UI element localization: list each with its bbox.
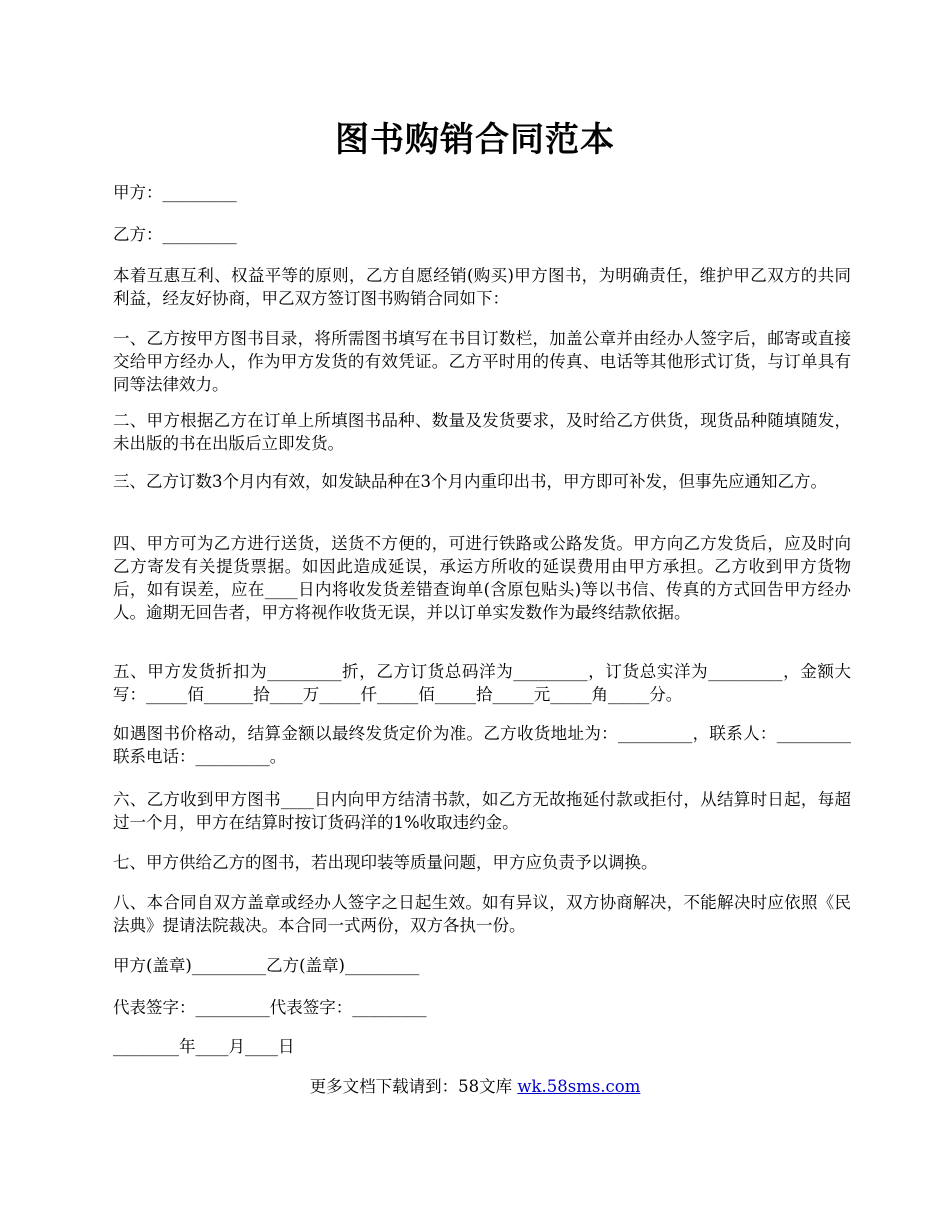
clause-8: 八、本合同自双方盖章或经办人签字之日起生效。如有异议，双方协商解决，不能解决时应依照《民法典》提请法院裁决。本合同一式两份，双方各执一份。: [113, 893, 851, 935]
footer-text: 更多文档下载请到：58文库: [309, 1077, 518, 1096]
footer-link[interactable]: wk.58sms.com: [517, 1077, 641, 1096]
signature-line: 代表签字：_________代表签字：_________: [113, 998, 427, 1017]
clause-3: 三、乙方订数3个月内有效，如发缺品种在3个月内重印出书，甲方即可补发，但事先应通知乙方。: [113, 472, 827, 491]
seal-line: 甲方(盖章)_________乙方(盖章)_________: [113, 956, 420, 975]
clause-5-continued: 如遇图书价格动，结算金额以最终发货定价为准。乙方收货地址为：_________，联系人：_________联系电话：_________。: [113, 724, 851, 766]
party-a-line: 甲方：_________: [113, 183, 237, 202]
clause-4: 四、甲方可为乙方进行送货，送货不方便的，可进行铁路或公路发货。甲方向乙方发货后，应及时向乙方寄发有关提货票据。如因此造成延误，承运方所收的延误费用由甲方承担。乙方收到甲方货物后，如有误差，应在____日内将收发货差错查询单(含原包贴头)等以书信、传真的方式回告甲方经办人。逾期无回告者，甲方将视作收货无误，并以订单实发数作为最终结款依据。: [113, 534, 851, 622]
clause-6: 六、乙方收到甲方图书____日内向甲方结清书款，如乙方无故拖延付款或拒付，从结算时日起，每超过一个月，甲方在结算时按订货码洋的1%收取违约金。: [113, 790, 851, 832]
clause-2: 二、甲方根据乙方在订单上所填图书品种、数量及发货要求，及时给乙方供货，现货品种随填随发，未出版的书在出版后立即发货。: [113, 411, 851, 453]
clause-5: 五、甲方发货折扣为_________折，乙方订货总码洋为_________，订货总实洋为_________，金额大写：_____佰______拾____万_____仟_____佰_____拾_____元_____角_____分。: [113, 662, 851, 704]
footer: [113, 1075, 837, 1098]
intro-paragraph: 本着互惠互利、权益平等的原则，乙方自愿经销(购买)甲方图书，为明确责任，维护甲乙双方的共同利益，经友好协商，甲乙双方签订图书购销合同如下：: [113, 266, 851, 308]
document-title: 图书购销合同范本: [335, 120, 615, 160]
clause-7: 七、甲方供给乙方的图书，若出现印装等质量问题，甲方应负责予以调换。: [113, 853, 658, 872]
clause-1: 一、乙方按甲方图书目录，将所需图书填写在书目订数栏，加盖公章并由经办人签字后，邮寄或直接交给甲方经办人，作为甲方发货的有效凭证。乙方平时用的传真、电话等其他形式订货，与订单具有同等法律效力。: [113, 329, 851, 394]
party-b-line: 乙方：_________: [113, 225, 237, 244]
date-line: ________年____月____日: [113, 1037, 295, 1056]
